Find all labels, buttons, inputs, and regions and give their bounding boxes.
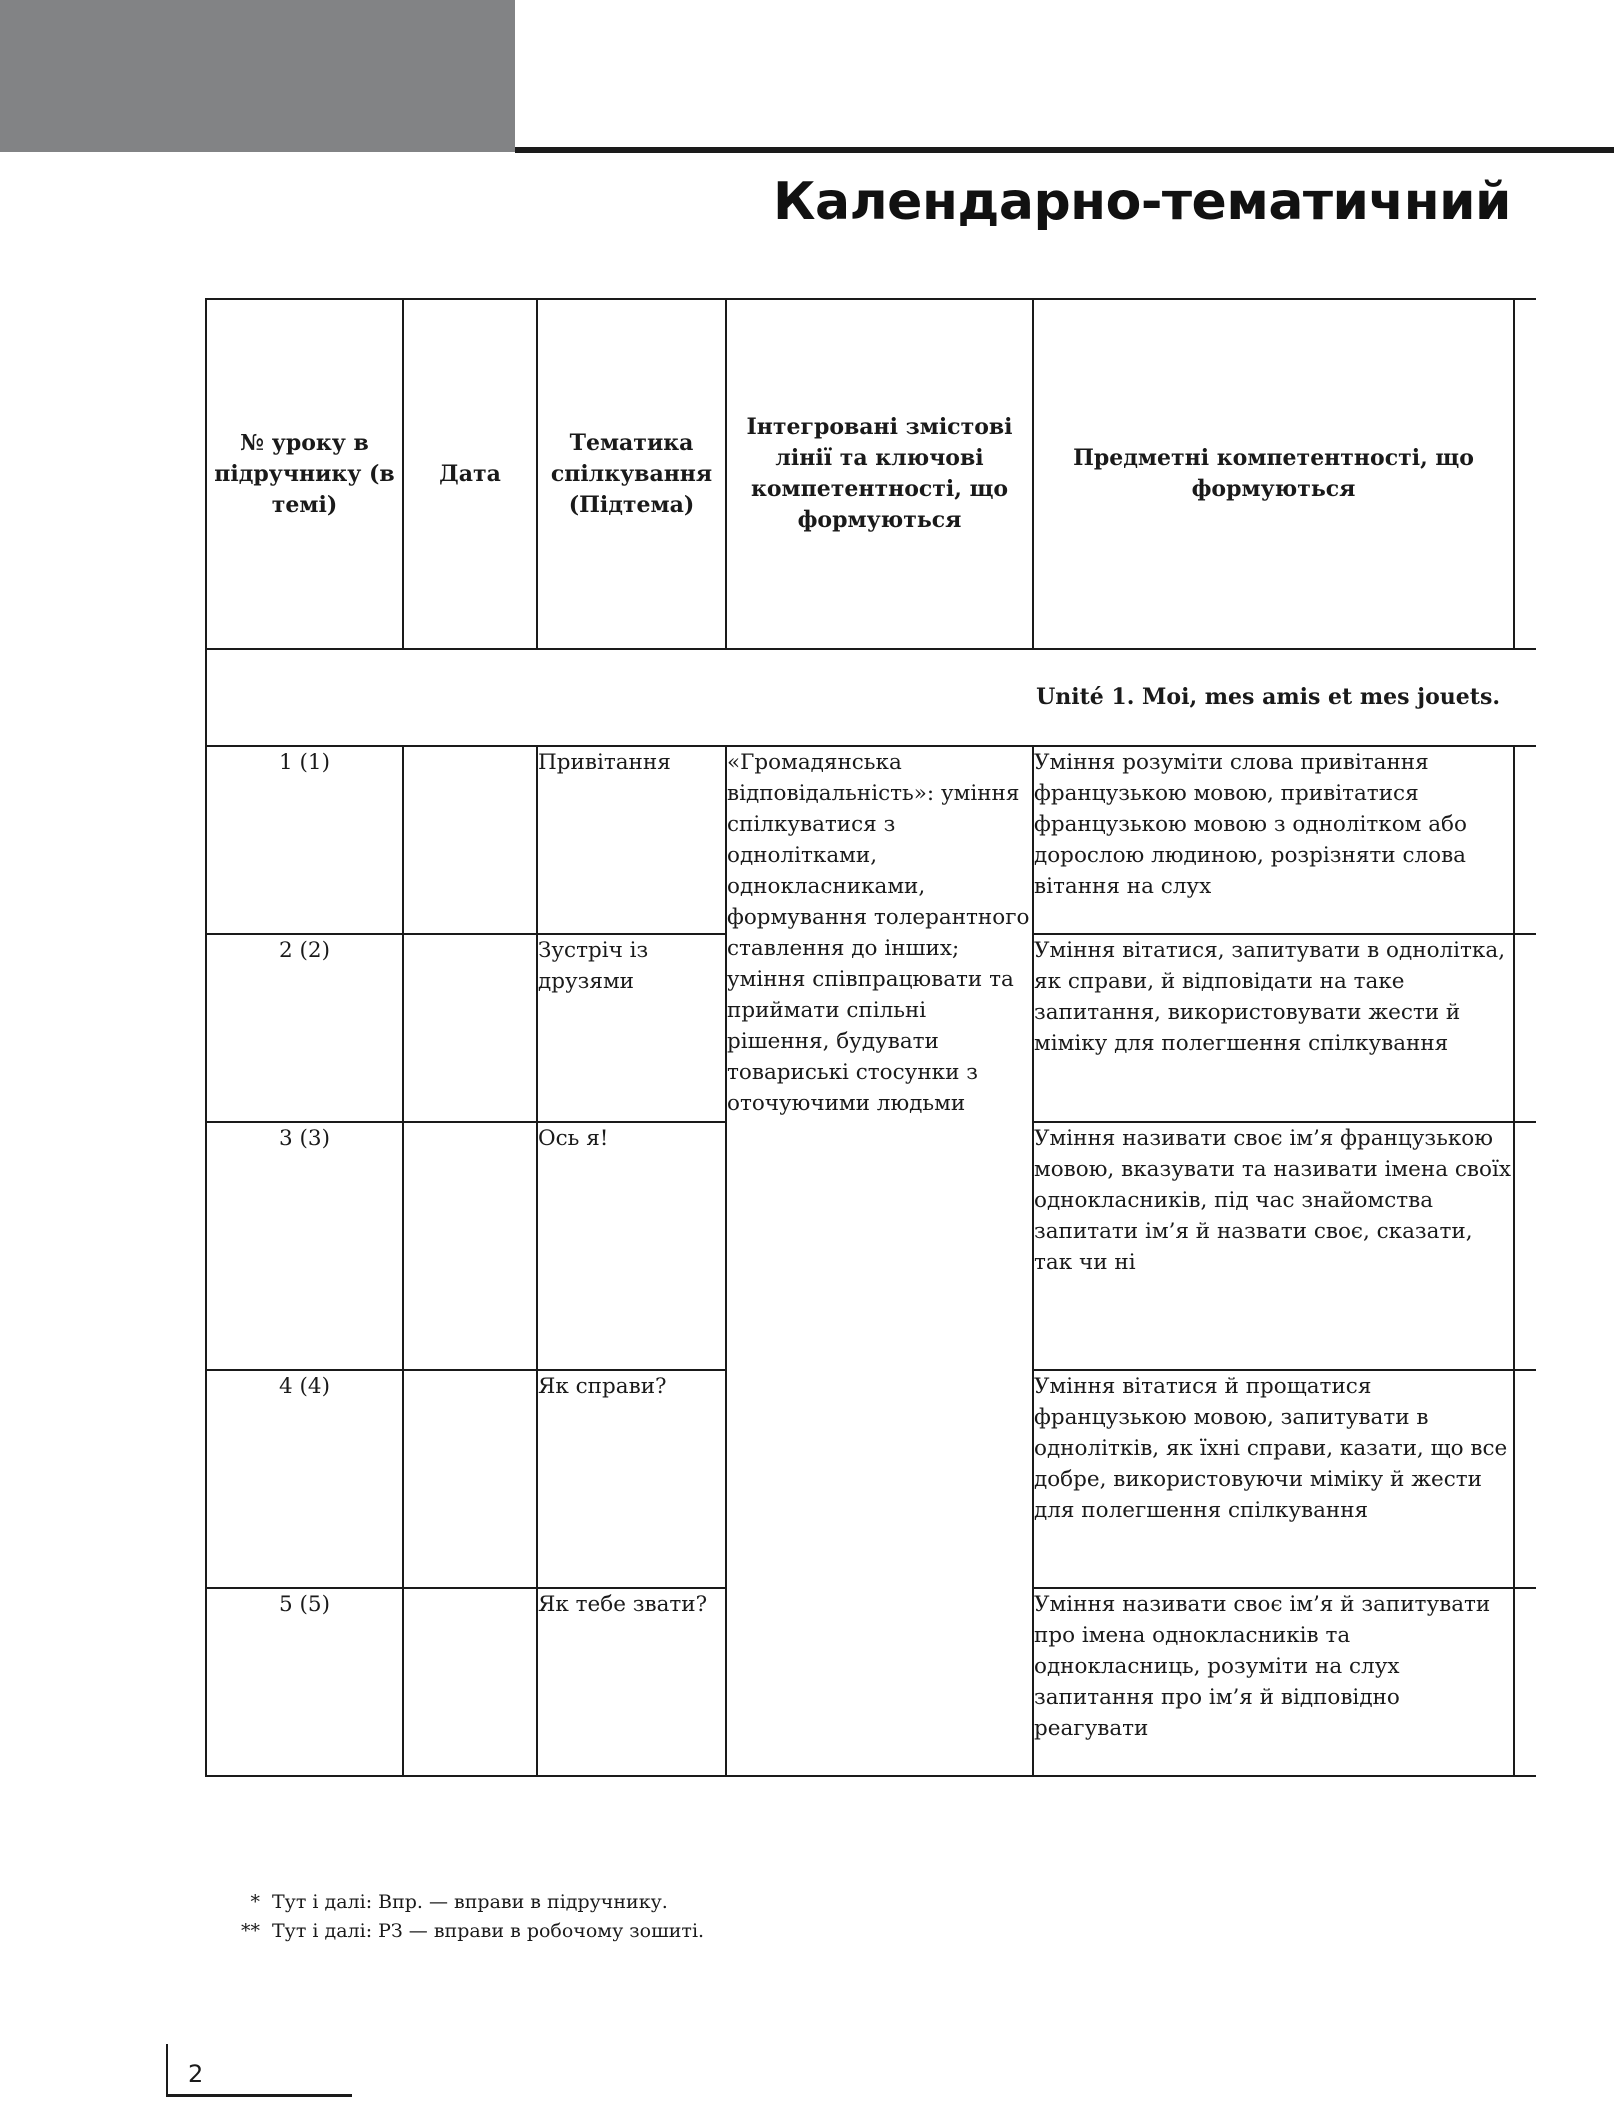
cut-cell (1514, 934, 1536, 1122)
table-header-row (206, 299, 1536, 649)
footnote-text: Тут і далі: РЗ — вправи в робочому зошиті. (272, 1920, 705, 1942)
lesson-number: 1 (1) (206, 746, 403, 934)
footnote-text: Тут і далі: Впр. — вправи в підручнику. (272, 1891, 668, 1913)
lesson-number: 4 (4) (206, 1370, 403, 1588)
subject-competencies: Уміння називати своє ім’я французькою мовою, вказувати та називати імена своїх однокласників, під час знайомства запитати ім’я й назвати своє, сказати, так чи ні (1033, 1122, 1514, 1370)
lesson-topic: Привітання (537, 746, 726, 934)
lesson-number: 2 (2) (206, 934, 403, 1122)
lesson-date (403, 1122, 537, 1370)
header-cut-column (1514, 299, 1536, 649)
unit-title: Unité 1. Moi, mes amis et mes jouets. (206, 649, 1536, 746)
header-gray-block (0, 0, 515, 152)
page-number-bracket-vertical (166, 2044, 168, 2096)
footnote-mark: ** (241, 1920, 260, 1942)
lesson-topic: Ось я! (537, 1122, 726, 1370)
lesson-date (403, 1588, 537, 1776)
cut-cell (1514, 746, 1536, 934)
subject-competencies: Уміння називати своє ім’я й запитувати про імена однокласників та однокласниць, розуміти на слух запитання про ім’я й відповідно реагувати (1033, 1588, 1514, 1776)
lesson-topic: Зустріч із друзями (537, 934, 726, 1122)
subject-competencies: Уміння вітатися й прощатися французькою мовою, запитувати в однолітків, як їхні справи, казати, що все добре, використовуючи міміку й жести для полегшення спілкування (1033, 1370, 1514, 1588)
page-number: 2 (188, 2060, 204, 2088)
integrated-lines-cell: «Громадянська відповідальність»: уміння спілкуватися з однолітками, однокласниками, формування толерантного ставлення до інших; уміння співпрацювати та приймати спільні рішення, будувати товариські стосунки з оточуючими людьми (726, 746, 1033, 1776)
page-title: Календарно-тематичний (773, 172, 1511, 232)
header-rule (515, 147, 1614, 153)
lesson-topic: Як тебе звати? (537, 1588, 726, 1776)
header-subject-competencies: Предметні компетентності, що формуються (1033, 299, 1514, 649)
cut-cell (1514, 1122, 1536, 1370)
table-row (206, 746, 1536, 934)
lesson-topic: Як справи? (537, 1370, 726, 1588)
lesson-date (403, 746, 537, 934)
page-number-bracket-horizontal (166, 2094, 352, 2097)
lesson-date (403, 1370, 537, 1588)
footnote (210, 1888, 704, 1917)
cut-cell (1514, 1370, 1536, 1588)
lesson-date (403, 934, 537, 1122)
lesson-plan-table (205, 298, 1536, 1777)
unit-row (206, 649, 1536, 746)
lesson-number: 5 (5) (206, 1588, 403, 1776)
footnotes (210, 1888, 704, 1946)
cut-cell (1514, 1588, 1536, 1776)
lesson-number: 3 (3) (206, 1122, 403, 1370)
subject-competencies: Уміння вітатися, запитувати в однолітка, як справи, й відповідати на таке запитання, використовувати жести й міміку для полегшення спілкування (1033, 934, 1514, 1122)
header-date: Дата (403, 299, 537, 649)
subject-competencies: Уміння розуміти слова привітання французькою мовою, привітатися французькою мовою з однолітком або дорослою людиною, розрізняти слова вітання на слух (1033, 746, 1514, 934)
header-lesson-number: № уроку в підручнику (в темі) (206, 299, 403, 649)
header-integrated-lines: Інтегровані змістові лінії та ключові компетентності, що формуються (726, 299, 1033, 649)
footnote (210, 1917, 704, 1946)
header-tab-shape (166, 152, 566, 212)
footnote-mark: * (250, 1891, 260, 1913)
header-topic: Тематика спілкування (Підтема) (537, 299, 726, 649)
